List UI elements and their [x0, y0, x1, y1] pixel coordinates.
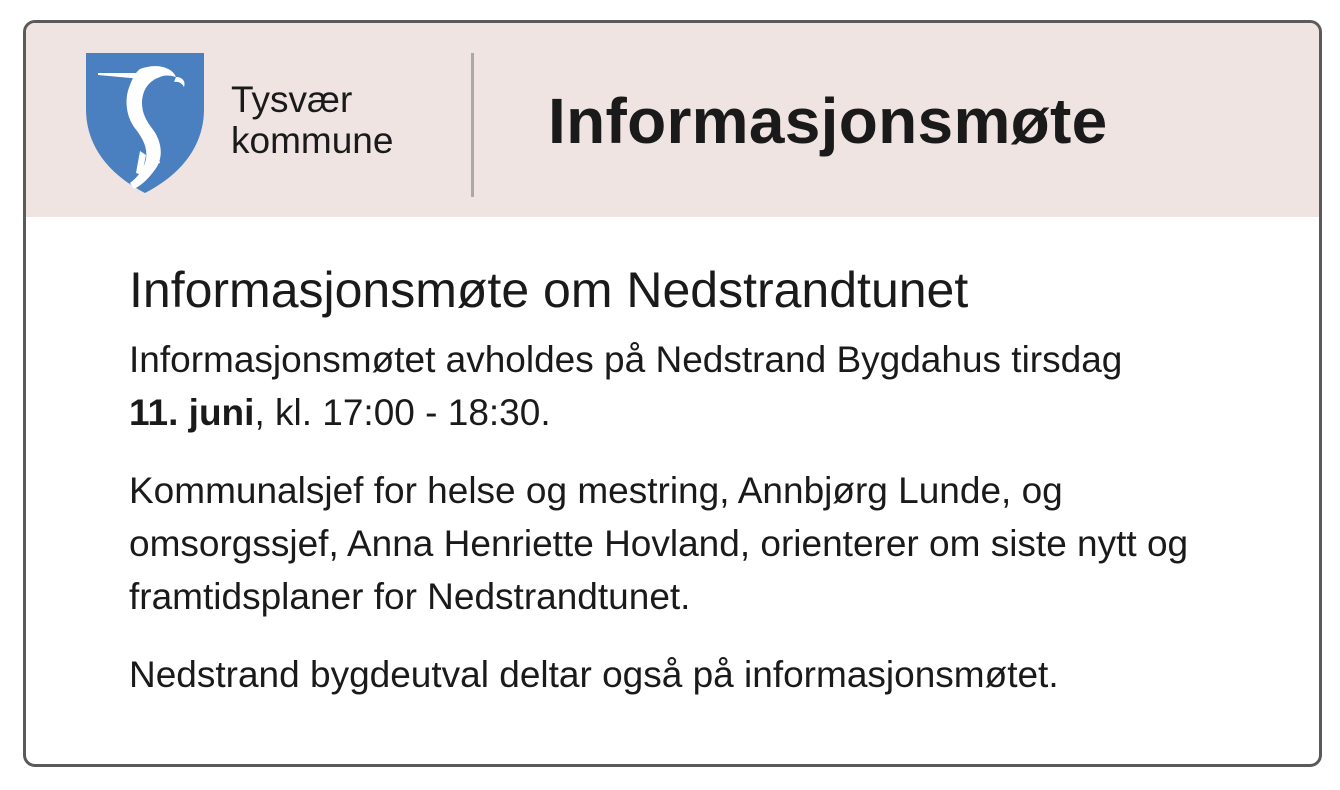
meeting-time-text: , kl. 17:00 - 18:30. — [254, 392, 551, 433]
header-divider — [471, 53, 474, 197]
announcement-body — [129, 259, 1279, 701]
tysvaer-coat-of-arms-icon — [84, 51, 206, 195]
speakers-paragraph: Kommunalsjef for helse og mestring, Annbjørg Lunde, og omsorgssjef, Anna Henriette Hovland, orienterer om siste nytt og framtidsplaner for Nedstrandtunet. — [129, 470, 1189, 617]
municipality-name — [231, 79, 393, 161]
brand-line-2: kommune — [231, 120, 394, 161]
participants-paragraph: Nedstrand bygdeutval deltar også på informasjonsmøtet. — [129, 654, 1059, 695]
meeting-date: 11. juni — [129, 392, 255, 433]
header-banner — [26, 23, 1319, 217]
meeting-details-paragraph — [129, 333, 1279, 439]
announcement-card — [23, 20, 1322, 767]
event-title: Informasjonsmøte om Nedstrandtunet — [129, 262, 969, 318]
header-title: Informasjonsmøte — [548, 85, 1108, 157]
brand-line-1: Tysvær — [231, 79, 353, 120]
meeting-location-text: Informasjonsmøtet avholdes på Nedstrand Bygdahus tirsdag — [129, 339, 1123, 380]
